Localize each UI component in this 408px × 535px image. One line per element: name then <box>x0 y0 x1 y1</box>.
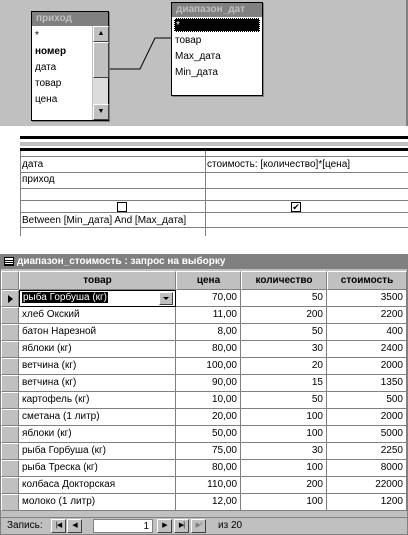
table-cell[interactable]: 400 <box>327 324 407 341</box>
select-all-corner[interactable] <box>1 271 19 290</box>
table-cell[interactable]: колбаса Докторская <box>19 477 176 494</box>
table-cell[interactable]: 200 <box>241 307 327 324</box>
table-cell[interactable]: 30 <box>241 443 327 460</box>
record-selector[interactable] <box>1 375 19 392</box>
column-header-kolichestvo[interactable]: количество <box>241 271 327 290</box>
field-list-item[interactable]: дата <box>35 62 57 73</box>
table-cell[interactable]: 70,00 <box>176 290 241 307</box>
table-row[interactable] <box>1 443 408 460</box>
previous-record-button[interactable]: ◀ <box>67 519 82 533</box>
table-cell[interactable]: 100 <box>241 494 327 511</box>
table-cell[interactable]: 20,00 <box>176 409 241 426</box>
record-selector[interactable] <box>1 324 19 341</box>
query-design-grid <box>0 126 408 236</box>
table-cell[interactable]: 100 <box>241 409 327 426</box>
datasheet-window <box>0 254 408 535</box>
field-list-scrollbar[interactable] <box>92 26 108 120</box>
table-row[interactable] <box>1 426 408 443</box>
table-cell[interactable]: 100 <box>241 426 327 443</box>
table-row[interactable] <box>1 375 408 392</box>
table-row[interactable] <box>1 307 408 324</box>
table-cell[interactable]: 2250 <box>327 443 407 460</box>
table-cell[interactable]: 8000 <box>327 460 407 477</box>
table-cell[interactable]: 50,00 <box>176 426 241 443</box>
table-cell[interactable]: 2000 <box>327 409 407 426</box>
table-cell[interactable]: молоко (1 литр) <box>19 494 176 511</box>
record-count: из 20 <box>218 520 243 531</box>
field-list-item[interactable]: * <box>35 30 39 41</box>
grid-field-cell[interactable]: стоимость: [количество]*[цена] <box>207 159 351 170</box>
table-cell[interactable]: 5000 <box>327 426 407 443</box>
current-record-arrow-icon <box>8 295 13 303</box>
field-list-item[interactable]: товар <box>175 35 202 46</box>
table-row[interactable] <box>1 460 408 477</box>
record-selector[interactable] <box>1 392 19 409</box>
new-record-button[interactable]: ▶* <box>191 519 206 533</box>
table-cell[interactable]: 500 <box>327 392 407 409</box>
record-selector[interactable] <box>1 477 19 494</box>
column-header-stoimost[interactable]: стоимость <box>327 271 407 290</box>
table-diagram-pane <box>0 0 408 126</box>
last-record-button[interactable]: ▶| <box>174 519 189 533</box>
table-row[interactable] <box>1 341 408 358</box>
table-cell[interactable]: 50 <box>241 392 327 409</box>
table-cell[interactable]: ветчина (кг) <box>19 358 176 375</box>
table-cell[interactable]: 3500 <box>327 290 407 307</box>
query-design-window <box>0 0 408 236</box>
record-selector[interactable] <box>1 426 19 443</box>
table-row[interactable] <box>1 477 408 494</box>
show-checkbox-checked[interactable]: ✔ <box>292 202 300 212</box>
record-selector[interactable] <box>1 307 19 324</box>
field-list-item[interactable]: Min_дата <box>175 67 218 78</box>
table-cell[interactable]: ветчина (кг) <box>19 375 176 392</box>
record-selector[interactable] <box>1 358 19 375</box>
combo-dropdown-arrow-icon[interactable] <box>159 292 173 305</box>
table-field-list-diapazon-dat[interactable] <box>171 2 263 96</box>
show-checkbox-unchecked[interactable] <box>117 202 127 212</box>
datasheet-header-row <box>1 271 408 290</box>
table-cell[interactable]: 22000 <box>327 477 407 494</box>
grid-table-cell[interactable]: приход <box>22 174 55 185</box>
table-cell[interactable]: 8,00 <box>176 324 241 341</box>
table-cell[interactable]: яблоки (кг) <box>19 426 176 443</box>
record-selector[interactable] <box>1 341 19 358</box>
record-selector[interactable] <box>1 443 19 460</box>
table-cell[interactable]: 15 <box>241 375 327 392</box>
field-list-title[interactable]: диапазон_дат <box>172 3 262 17</box>
field-list-item[interactable]: цена <box>35 94 58 105</box>
table-cell[interactable]: 80,00 <box>176 460 241 477</box>
table-cell[interactable]: 100 <box>241 460 327 477</box>
table-cell[interactable]: 11,00 <box>176 307 241 324</box>
table-cell[interactable]: 10,00 <box>176 392 241 409</box>
table-cell[interactable]: рыба Горбуша (кг) <box>19 443 176 460</box>
table-cell[interactable]: картофель (кг) <box>19 392 176 409</box>
table-row[interactable] <box>1 290 408 307</box>
next-record-button[interactable]: ▶ <box>157 519 172 533</box>
datasheet-icon <box>4 257 14 266</box>
table-field-list-prihod[interactable] <box>31 11 109 121</box>
first-record-button[interactable]: |◀ <box>51 519 66 533</box>
scroll-thumb[interactable] <box>93 42 109 78</box>
record-selector[interactable] <box>1 409 19 426</box>
scroll-down-arrow-icon[interactable]: ▼ <box>93 104 109 120</box>
table-cell[interactable]: 50 <box>241 290 327 307</box>
field-list-item[interactable]: Max_дата <box>175 51 221 62</box>
column-header-tovar[interactable]: товар <box>19 271 176 290</box>
table-cell[interactable]: рыба Горбуша (кг) <box>19 290 176 307</box>
field-list-title[interactable]: приход <box>32 12 108 26</box>
table-cell[interactable]: 50 <box>241 324 327 341</box>
field-list-item[interactable]: номер <box>35 46 67 57</box>
datasheet-rows <box>1 290 408 518</box>
table-cell[interactable]: 2200 <box>327 307 407 324</box>
column-header-cena[interactable]: цена <box>176 271 241 290</box>
table-cell[interactable]: 90,00 <box>176 375 241 392</box>
table-cell[interactable]: 12,00 <box>176 494 241 511</box>
window-title-bar[interactable] <box>1 255 408 269</box>
table-row[interactable] <box>1 392 408 409</box>
record-selector[interactable] <box>1 290 19 307</box>
table-cell[interactable]: 20 <box>241 358 327 375</box>
record-selector[interactable] <box>1 460 19 477</box>
scroll-up-arrow-icon[interactable]: ▲ <box>93 26 109 42</box>
grid-field-cell[interactable]: дата <box>22 159 44 170</box>
record-label: Запись: <box>7 520 43 531</box>
field-list-item[interactable]: товар <box>35 78 62 89</box>
table-cell[interactable]: 1350 <box>327 375 407 392</box>
table-cell[interactable]: 2000 <box>327 358 407 375</box>
record-navigator <box>1 517 407 534</box>
window-title: диапазон_стоимость : запрос на выборку <box>17 256 226 267</box>
table-cell[interactable]: 80,00 <box>176 341 241 358</box>
table-cell[interactable]: хлеб Окский <box>19 307 176 324</box>
table-cell[interactable]: 1200 <box>327 494 407 511</box>
grid-criteria-cell[interactable]: Between [Min_дата] And [Max_дата] <box>22 215 187 226</box>
table-cell[interactable]: 200 <box>241 477 327 494</box>
table-cell[interactable]: 2400 <box>327 341 407 358</box>
current-record-input[interactable] <box>93 519 153 533</box>
table-cell[interactable]: 100,00 <box>176 358 241 375</box>
table-cell[interactable]: сметана (1 литр) <box>19 409 176 426</box>
table-cell[interactable]: батон Нарезной <box>19 324 176 341</box>
table-row[interactable] <box>1 494 408 511</box>
field-list-item[interactable]: * <box>174 18 260 32</box>
table-row[interactable] <box>1 358 408 375</box>
table-cell[interactable]: яблоки (кг) <box>19 341 176 358</box>
table-cell[interactable]: рыба Треска (кг) <box>19 460 176 477</box>
record-selector[interactable] <box>1 494 19 511</box>
table-cell[interactable]: 30 <box>241 341 327 358</box>
table-row[interactable] <box>1 409 408 426</box>
table-cell[interactable]: 75,00 <box>176 443 241 460</box>
table-row[interactable] <box>1 324 408 341</box>
table-cell[interactable]: 110,00 <box>176 477 241 494</box>
